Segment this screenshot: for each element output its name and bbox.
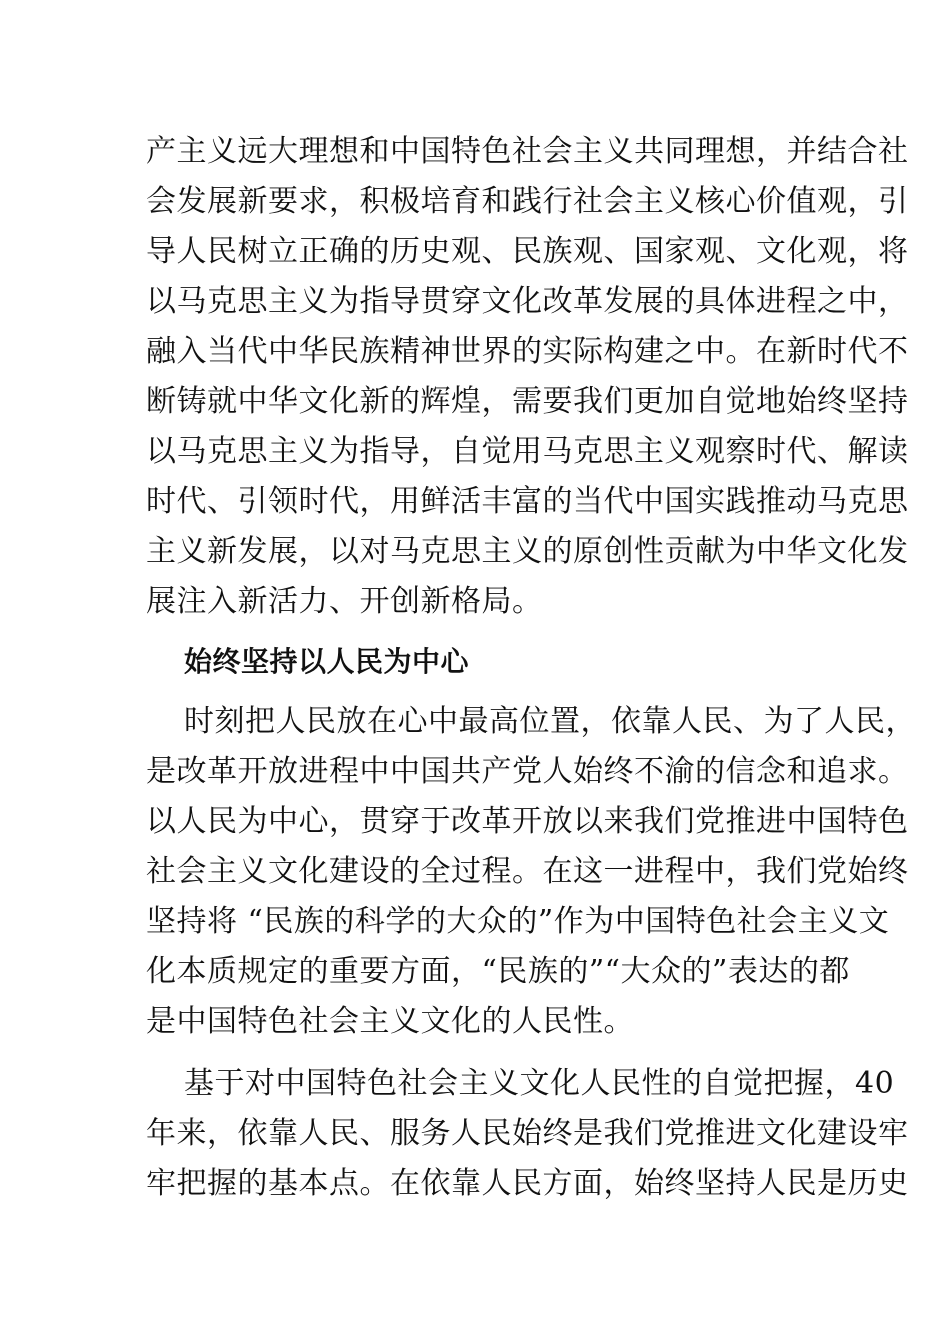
- paragraph-line: 牢把握的基本点。在依靠人民方面，始终坚持人民是历史: [146, 1166, 909, 1201]
- paragraph-line: 化本质规定的重要方面，“民族的”“大众的”表达的都: [146, 954, 850, 989]
- paragraph-line: 产主义远大理想和中国特色社会主义共同理想，并结合社: [146, 134, 909, 169]
- paragraph-line: 断铸就中华文化新的辉煌，需要我们更加自觉地始终坚持: [146, 384, 909, 419]
- paragraph-line: 年来，依靠人民、服务人民始终是我们党推进文化建设牢: [146, 1116, 909, 1151]
- paragraph-line: 会发展新要求，积极培育和践行社会主义核心价值观，引: [146, 184, 909, 219]
- paragraph-line: 社会主义文化建设的全过程。在这一进程中，我们党始终: [146, 854, 909, 889]
- paragraph-line: 以马克思主义为指导，自觉用马克思主义观察时代、解读: [146, 434, 909, 469]
- paragraph-line: 坚持将 “民族的科学的大众的”作为中国特色社会主义文: [146, 904, 890, 939]
- paragraph-line: 以马克思主义为指导贯穿文化改革发展的具体进程之中，: [146, 284, 909, 319]
- paragraph-line: 主义新发展，以对马克思主义的原创性贡献为中华文化发: [146, 534, 909, 569]
- paragraph-line: 是中国特色社会主义文化的人民性。: [146, 1004, 634, 1039]
- paragraph-line: 时代、引领时代，用鲜活丰富的当代中国实践推动马克思: [146, 484, 909, 519]
- paragraph-line: 基于对中国特色社会主义文化人民性的自觉把握，40: [184, 1066, 895, 1101]
- paragraph-line: 融入当代中华民族精神世界的实际构建之中。在新时代不: [146, 334, 909, 369]
- paragraph-line: 导人民树立正确的历史观、民族观、国家观、文化观，将: [146, 234, 909, 269]
- section-heading: 始终坚持以人民为中心: [184, 645, 470, 678]
- paragraph-line: 是改革开放进程中中国共产党人始终不渝的信念和追求。: [146, 754, 909, 789]
- paragraph-line: 以人民为中心，贯穿于改革开放以来我们党推进中国特色: [146, 804, 909, 839]
- paragraph-line: 时刻把人民放在心中最高位置，依靠人民、为了人民，: [184, 704, 916, 739]
- paragraph-line: 展注入新活力、开创新格局。: [146, 584, 543, 619]
